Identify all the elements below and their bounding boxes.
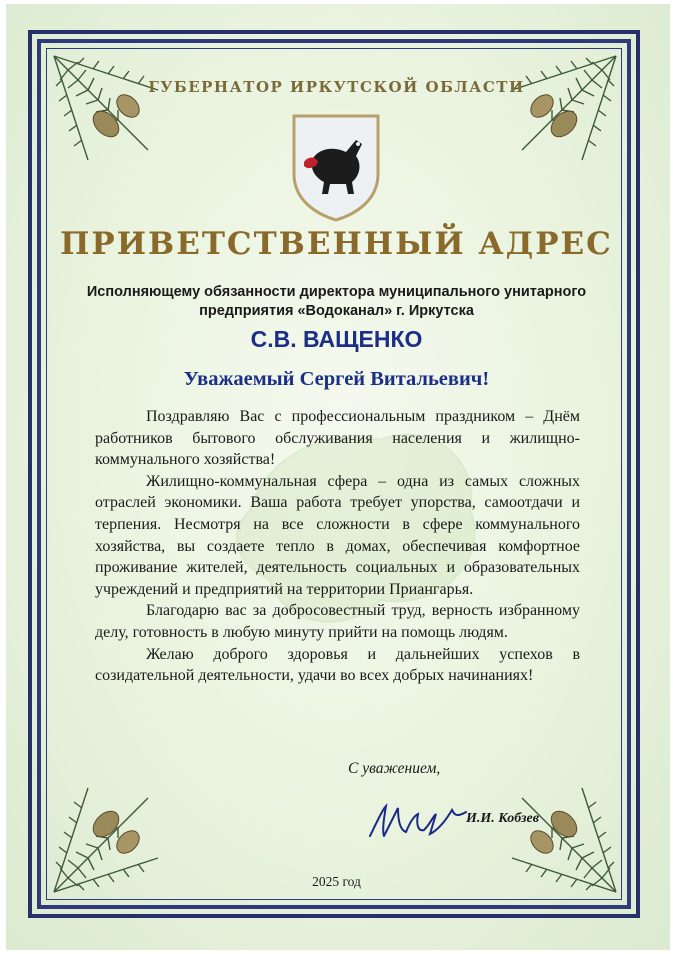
document-title: ПРИВЕТСТВЕННЫЙ АДРЕС	[60, 226, 613, 262]
recipient-position	[70, 283, 603, 321]
governor-heading: ГУБЕРНАТОР ИРКУТСКОЙ ОБЛАСТИ	[148, 78, 525, 96]
pine-branch-corner-icon	[48, 50, 166, 168]
year-label: 2025 год	[312, 874, 361, 889]
recipient-position-line: предприятия «Водоканал» г. Иркутска	[199, 303, 474, 319]
pine-branch-corner-icon	[504, 50, 622, 168]
closing-regards: С уважением,	[348, 760, 441, 777]
body-paragraph: Желаю доброго здоровья и дальнейших успехов в созидательной деятельности, удачи во всех добрых начинаниях!	[95, 645, 580, 685]
handwritten-signature	[366, 800, 470, 842]
greeting: Уважаемый Сергей Витальевич!	[183, 368, 490, 390]
irkutsk-coat-of-arms-icon	[290, 112, 382, 222]
body-paragraph: Поздравляю Вас с профессиональным праздником – Днём работников бытового обслуживания населения и жилищно-коммунального хозяйства!	[95, 408, 580, 469]
recipient-position-line: Исполняющему обязанности директора муниципального унитарного	[86, 284, 587, 300]
body-paragraph: Благодарю вас за добросовестный труд, верность избранному делу, готовность в любую минуту прийти на помощь людям.	[95, 602, 580, 641]
body-paragraph: Жилищно-коммунальная сфера – одна из самых сложных отраслей экономики. Ваша работа требует упорства, самоотдачи и терпения. Несмотря на все сложности в сфере коммунального хозяйства, вы создаете тепло в домах, обеспечивая комфортное проживание жителей, деятельность социальных и образовательных учреждений и предприятий на территории Приангарья.	[95, 472, 580, 598]
recipient-name: С.В. ВАЩЕНКО	[250, 326, 423, 352]
signer-name: И.И. Кобзев	[466, 811, 539, 826]
letter-body	[95, 406, 580, 687]
